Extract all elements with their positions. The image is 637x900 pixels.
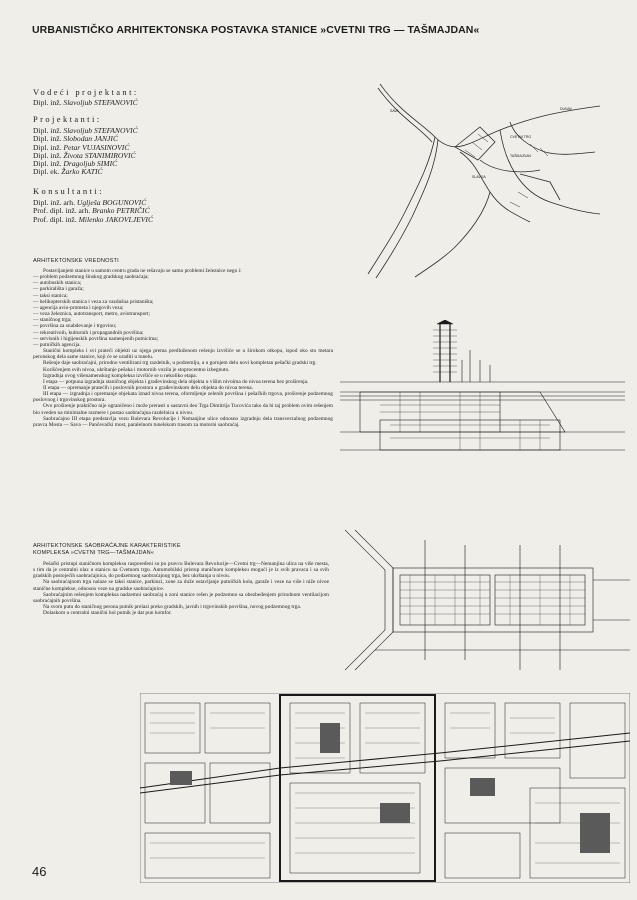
section-body xyxy=(33,268,333,428)
section-body xyxy=(33,561,329,616)
location-map xyxy=(360,82,610,282)
svg-text:SLAVIJA: SLAVIJA xyxy=(472,175,486,179)
city-plan-drawing xyxy=(140,693,630,883)
designers-list xyxy=(33,127,138,177)
list-item: — staničnog trga; xyxy=(33,317,72,324)
paragraph: Pešački pristupi staničnom kompleksu raspoređeni su po pravcu Bulevara Revolucije—Cvetni trg—Nemanjina ulica na više mesta, s tim da je centralni ulaz u stanicu na Cvetnom trgu. Automobilski pristup staničnom kompleksu mogući je iz svih pravaca i sa svih gradskih postojećih saobraćajnica, do podzemnog saobraćajnog trga, bez ukrštanja u nivou. xyxy=(33,561,329,580)
lead-heading: Vodeći projektant: xyxy=(33,87,139,97)
credit-line: Dipl. inž. Dragoljub SIMIĆ xyxy=(33,159,118,169)
paragraph: Stanični kompleks i svi prateći objekti uz njega prema predloženom rešenju izvršiće se u širokom otkopu, ispod oko sto metara peronskog dela same stanice, koji će se uraditi u tunelu. xyxy=(33,348,333,361)
paragraph: Saobraćajno III etapa predstavlja vezu Bulevara Revolucije i Nemanjine ulice odnosno izgradnju dela transverzalnog podzemnog pravca Mosta — Sava — Pančevački most, paralelnom tunelskom trasom za motorni saobraćaj. xyxy=(33,415,333,428)
paragraph: Rešenje daje saobraćajni, prirodno ventilirani trg razdelnik, u podzemlju, a u gornjem delu novi kompletan pešački gradski trg. xyxy=(43,360,317,367)
list-item: — taksi stanica; xyxy=(33,292,68,299)
document-title: URBANISTIČKO ARHITEKTONSKA POSTAVKA STANICE »CVETNI TRG — TAŠMAJDAN« xyxy=(32,24,480,36)
list-item: — autobuskih stanica; xyxy=(33,280,82,287)
credit-line: Dipl. inž. arh. Uglješa BOGUNOVIĆ xyxy=(33,198,147,207)
paragraph: II etapa — opremanje pratećih i poslovnih prostora u građevinskom delu objekta do nivoa terena. xyxy=(43,384,254,391)
paragraph: Postavljanjem stanice u samom centru grada ne rešavaju se samo problemi železnice nego i: xyxy=(43,268,242,274)
paragraph: Korišćenjem svih nivoa, ukrštanje pešaka i motornih vozila je stoprocentno izbegnuto. xyxy=(43,366,230,373)
consultants-list xyxy=(33,199,153,224)
credit-line: Dipl. inž. Slavoljub STEFANOVIĆ xyxy=(33,98,138,107)
paragraph: Na svom putu do staničnog perona putnik prelazi preko gradskih, javnih i trgovinskih površina, novog podzemnog trga. xyxy=(43,604,302,611)
list-item: — veza železnica, autotransport, metro, aviotransport; xyxy=(33,311,151,318)
paragraph: Ovo proširenje praktično nije ograničeno i može prerasti u sastavni deo Trga Dimitrija Tucovića tako da bi taj problem ovim rešenjem bio sveden na minimalne razmere i postao saobraćajna razdelnica u nivou. xyxy=(33,403,333,416)
paragraph: Dolaskom u centralni stanični hol putnik je dat pun komfor. xyxy=(43,610,172,617)
section-heading: ARHITEKTONSKE SAOBRAĆAJNE KARAKTERISTIKE xyxy=(33,543,181,549)
lead-list xyxy=(33,99,138,107)
paragraph: Na saobraćajnom trgu nalaze se taksi stanice, parkinzi, zone za duže ostavljanje putničkih kola, garaže i veze na više i niže nivoe stanične komplekse, odnosno veze na gradske saobraćajnice. xyxy=(33,579,329,592)
site-plan-drawing xyxy=(345,520,630,680)
page-number: 46 xyxy=(32,864,47,879)
list-item: — agencija avio-prometa i njegovih veza; xyxy=(33,304,124,311)
list-item: — helikopterskih stanica i veza za vazdušna pristaništa; xyxy=(33,298,154,305)
list-item: — problem podzemnog šinskog gradskog saobraćaja; xyxy=(33,274,149,281)
svg-text:DUNAV: DUNAV xyxy=(560,107,572,111)
credit-line: Prof. dipl. inž. Milenko JAKOVLJEVIĆ xyxy=(33,214,154,224)
list-item: — parkirališta i garaža; xyxy=(33,286,84,293)
requirements-list xyxy=(33,274,333,348)
credit-line: Dipl. inž. Života STANIMIROVIĆ xyxy=(33,150,136,160)
paragraph: Saobraćajnim rešenjem kompleksa nadzemni saobraćaj u zoni stanice rešen je podzemno sa obezbeđenjem prirodnom ventilacijom saobraćajnih površina. xyxy=(33,591,329,604)
credit-line: Prof. dipl. inž. arh. Branko PETRIČIĆ xyxy=(33,206,150,216)
list-item: — površina za snabdevanje i trgovinu; xyxy=(33,323,117,330)
svg-text:TAŠMAJDAN: TAŠMAJDAN xyxy=(510,154,531,158)
list-item: — servisnih i higijenskih površina namenjenih putnicima; xyxy=(33,335,159,342)
paragraph: I etapa — potpuna izgradnja staničnog objekta i građevinskog dela objekta u višim nivoima do nivoa terena bez proširenja. xyxy=(43,378,309,385)
list-item: — putničkih agencija. xyxy=(33,341,81,348)
list-item: — rekreativnih, kulturnih i propagandnih površina; xyxy=(33,329,144,336)
credit-line: Dipl. inž. Petar VUJASINOVIĆ xyxy=(33,142,130,152)
consultants-heading: Konsultanti: xyxy=(33,186,104,196)
designers-heading: Projektanti: xyxy=(33,114,102,124)
svg-text:CVETNI TRG: CVETNI TRG xyxy=(510,135,532,139)
section-elevation-drawing xyxy=(340,320,625,480)
section-subheading: KOMPLEKSA »CVETNI TRG—TAŠMAJDAN« xyxy=(33,550,155,556)
credit-line: Dipl. ek. Žarko KATIĆ xyxy=(33,167,103,177)
paragraph: III etapa — izgradnja i opremanje objekata iznad nivoa terena, oformljenje zelenih površina i pešačkih trgova, proširenje podzemnog poslovnog i trgovinskog prostora. xyxy=(33,391,333,404)
credit-line: Dipl. inž. Slavoljub STEFANOVIĆ xyxy=(33,126,138,135)
credit-line: Dipl. inž. Slobodan JANJIĆ xyxy=(33,134,119,144)
paragraph: Izgradnja ovog višenamenskog kompleksa izvršiće se u nekoliko etapa. xyxy=(43,372,198,379)
section-heading: ARHITEKTONSKE VREDNOSTI xyxy=(33,258,119,264)
svg-text:SAVA: SAVA xyxy=(390,109,399,113)
